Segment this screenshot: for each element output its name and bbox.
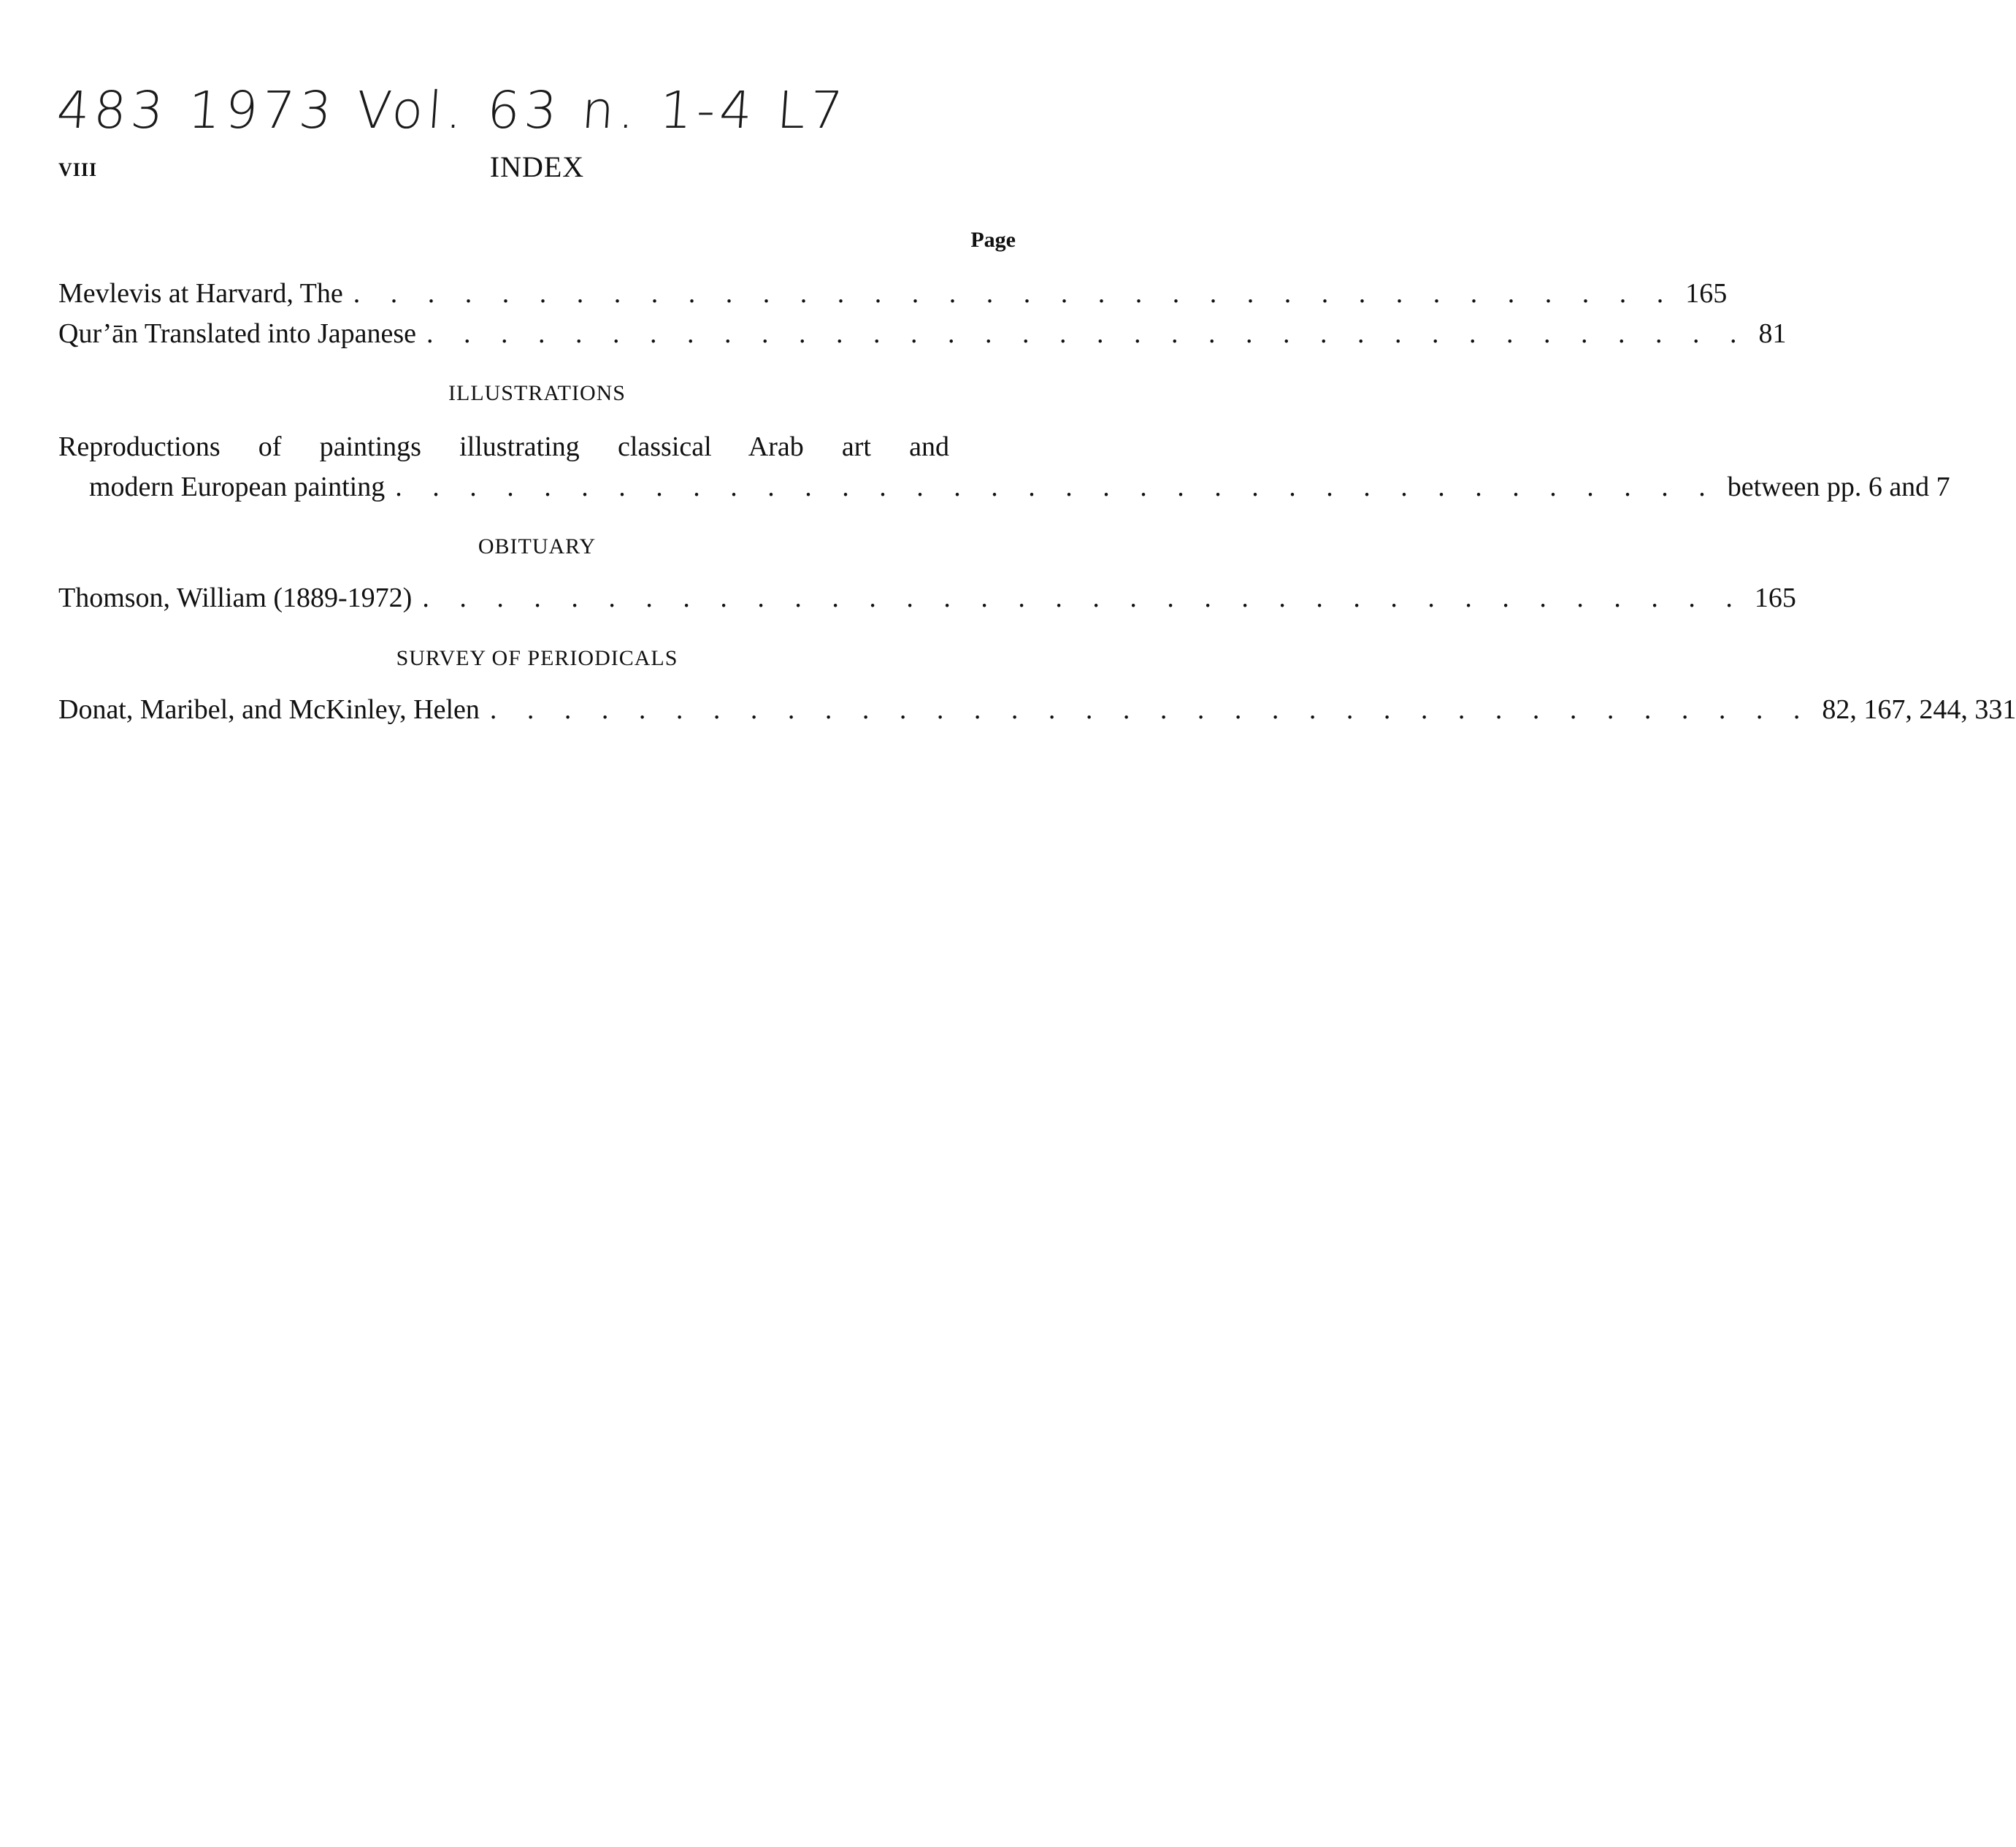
entry-page-ref: 165 xyxy=(1754,583,1796,613)
dot-leader: . . . . . . . . . . . . . . . . . . . . . . . . . . . . . . . . . . . . xyxy=(353,278,1676,309)
illustrations-entry-line1: Reproductions of paintings illustrating classical Arab art and xyxy=(58,431,949,462)
handwritten-shelf-note: 483 1973 Vol. 63 n. 1-4 L7 xyxy=(55,80,849,140)
section-heading-obituary: OBITUARY xyxy=(478,534,597,558)
illustrations-entry xyxy=(89,471,1950,503)
index-entry xyxy=(58,318,1787,350)
section-heading-survey: SURVEY OF PERIODICALS xyxy=(396,646,678,670)
entry-title: Donat, Maribel, and McKinley, Helen xyxy=(58,694,480,725)
survey-entry xyxy=(58,694,2016,726)
dot-leader: . . . . . . . . . . . . . . . . . . . . . . . . . . . . . . . . . . . . xyxy=(489,694,1812,725)
entry-page-ref: 81 xyxy=(1758,318,1787,349)
obituary-entry xyxy=(58,582,1796,614)
entry-title: modern European painting xyxy=(89,472,386,502)
entry-page-ref: 82, 167, 244, 331 xyxy=(1822,694,2016,725)
dot-leader: . . . . . . . . . . . . . . . . . . . . . . . . . . . . . . . . . . . . xyxy=(422,583,1744,613)
page-number: VIII xyxy=(58,159,98,180)
dot-leader: . . . . . . . . . . . . . . . . . . . . . . . . . . . . . . . . . . . . xyxy=(426,318,1749,349)
page-column-label: Page xyxy=(970,228,1016,252)
dot-leader: . . . . . . . . . . . . . . . . . . . . . . . . . . . . . . . . . . . . xyxy=(395,472,1717,502)
entry-page-ref: between pp. 6 and 7 xyxy=(1727,472,1950,502)
running-title: INDEX xyxy=(489,150,585,183)
entry-title: Mevlevis at Harvard, The xyxy=(58,278,343,309)
entry-page-ref: 165 xyxy=(1685,278,1728,309)
section-heading-illustrations: ILLUSTRATIONS xyxy=(448,381,626,405)
entry-title: Thomson, William (1889-1972) xyxy=(58,583,413,613)
index-entry xyxy=(58,277,1728,310)
entry-title: Qur’ān Translated into Japanese xyxy=(58,318,417,349)
